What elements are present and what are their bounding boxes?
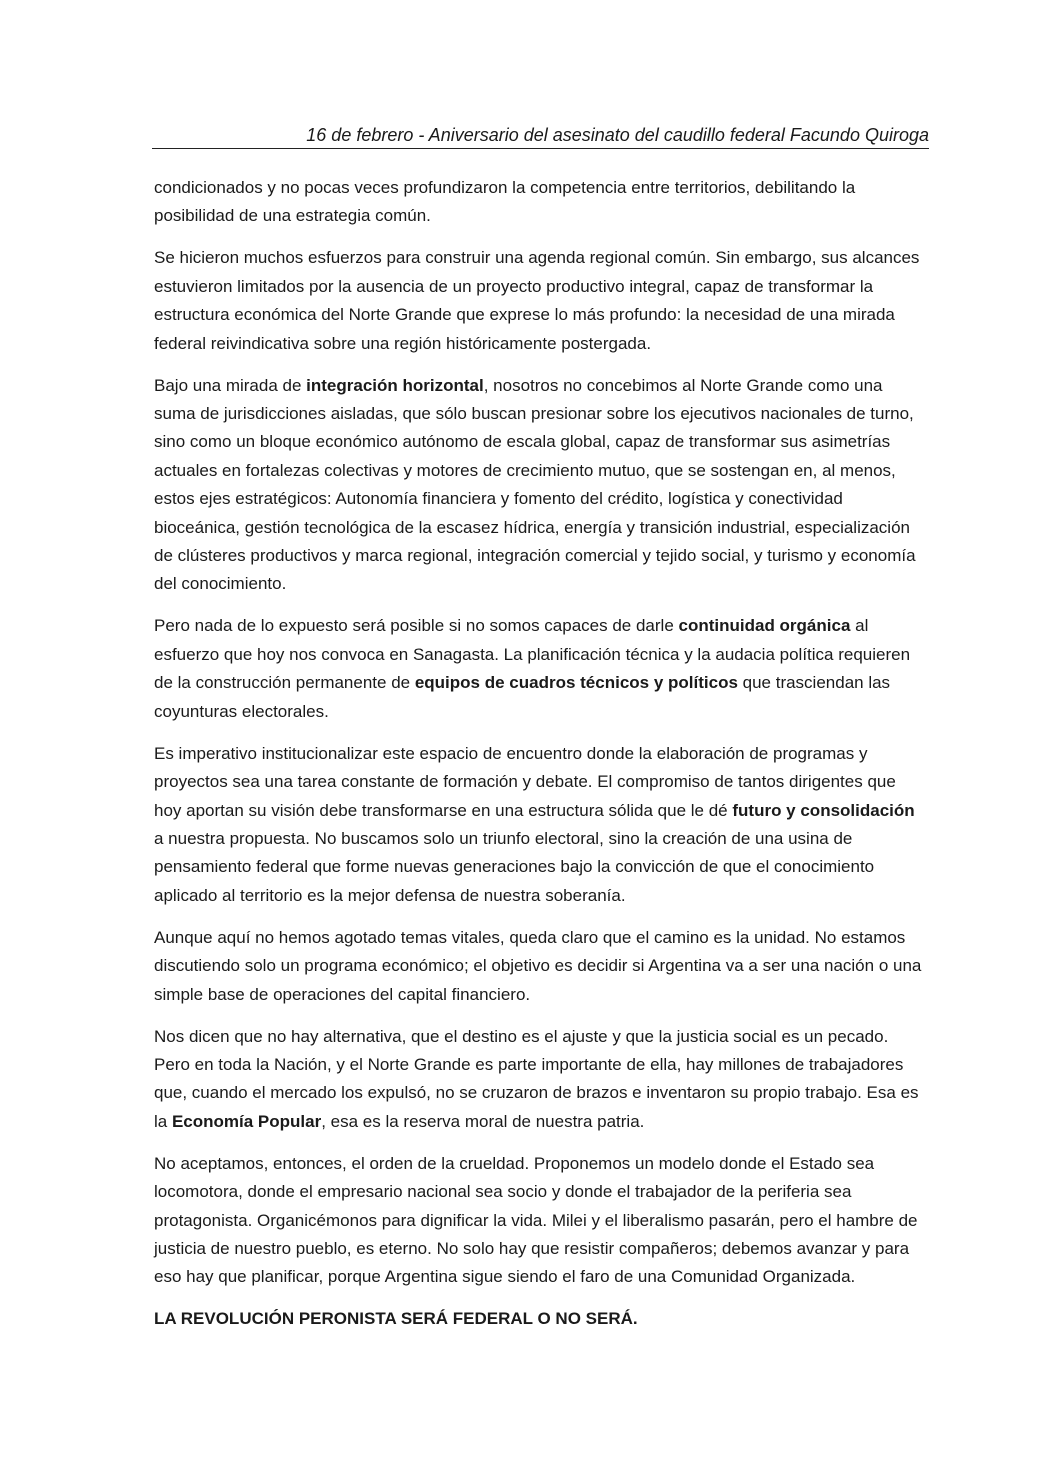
bold-phrase: Economía Popular <box>171 1111 322 1131</box>
bold-phrase: equipos de cuadros técnicos y políticos <box>414 673 738 693</box>
paragraph-4 <box>154 612 924 726</box>
paragraph-text: al esfuerzo que hoy nos convoca en Sanagasta. La planificación técnica y la audacia política requieren de la construcción permanente de <box>154 616 911 693</box>
paragraph-text: Bajo una mirada de <box>154 375 307 395</box>
paragraph-text: Es imperativo institucionalizar este espacio de encuentro donde la elaboración de programas y proyectos sea una tarea constante de formación y debate. El compromiso de tantos dirigentes que hoy aportan su visión debe transformarse en una estructura sólida que le dé <box>154 743 896 820</box>
paragraph-7 <box>154 1023 924 1137</box>
paragraph-8 <box>154 1150 924 1292</box>
paragraph-5 <box>154 740 924 910</box>
paragraph-1 <box>154 174 924 231</box>
bold-phrase: integración horizontal <box>306 375 484 395</box>
closing-slogan: LA REVOLUCIÓN PERONISTA SERÁ FEDERAL O NO SERÁ. <box>154 1309 638 1329</box>
page-header: 16 de febrero - Aniversario del asesinato del caudillo federal Facundo Quiroga <box>306 125 929 145</box>
paragraph-text: No aceptamos, entonces, el orden de la crueldad. Proponemos un modelo donde el Estado sea locomotora, donde el empresario nacional sea socio y donde el trabajador de la periferia sea protagonista. Organicémonos para dignificar la vida. Milei y el liberalismo pasarán, pero el hambre de justicia de nuestro pueblo, es eterno. No solo hay que resistir compañeros; debemos avanzar y para eso hay que planificar, porque Argentina sigue siendo el faro de una Comunidad Organizada. <box>154 1153 918 1287</box>
document-body <box>154 174 924 1347</box>
paragraph-2 <box>154 244 924 358</box>
paragraph-text: , esa es la reserva moral de nuestra patria. <box>321 1111 645 1131</box>
bold-phrase: continuidad orgánica <box>678 616 851 636</box>
paragraph-text: Aunque aquí no hemos agotado temas vitales, queda claro que el camino es la unidad. No estamos discutiendo solo un programa económico; el objetivo es decidir si Argentina va a ser una nación o una simple base de operaciones del capital financiero. <box>154 927 922 1004</box>
paragraph-text: Nos dicen que no hay alternativa, que el destino es el ajuste y que la justicia social es un pecado. Pero en toda la Nación, y el Norte Grande es parte importante de ella, hay millones de trabajadores que, cuando el mercado los expulsó, no se cruzaron de brazos e inventaron su propio trabajo. Esa es la <box>154 1026 919 1131</box>
paragraph-text: Se hicieron muchos esfuerzos para construir una agenda regional común. Sin embargo, sus alcances estuvieron limitados por la ausencia de un proyecto productivo integral, capaz de transformar la estructura económica del Norte Grande que exprese lo más profundo: la necesidad de una mirada federal reivindicativa sobre una región históricamente postergada. <box>154 248 920 353</box>
paragraph-text: , nosotros no concebimos al Norte Grande como una suma de jurisdicciones aisladas, que sólo buscan presionar sobre los ejecutivos nacionales de turno, sino como un bloque económico autónomo de escala global, capaz de transformar sus asimetrías actuales en fortalezas colectivas y motores de crecimiento mutuo, que se sostengan en, al menos, estos ejes estratégicos: Autonomía financiera y fomento del crédito, logística y conectividad bioceánica, gestión tecnológica de la escasez hídrica, energía y transición industrial, especialización de clústeres productivos y marca regional, integración comercial y tejido social, y turismo y economía del conocimiento. <box>154 375 916 594</box>
paragraph-6 <box>154 924 924 1009</box>
paragraph-text: a nuestra propuesta. No buscamos solo un triunfo electoral, sino la creación de una usina de pensamiento federal que forme nuevas generaciones bajo la convicción de que el conocimiento aplicado al territorio es la mejor defensa de nuestra soberanía. <box>154 828 875 905</box>
bold-phrase: futuro y consolidación <box>732 800 915 820</box>
paragraph-text: Pero nada de lo expuesto será posible si no somos capaces de darle <box>154 616 679 636</box>
paragraph-3 <box>154 372 924 599</box>
paragraph-text: que trasciendan las coyunturas electorales. <box>154 673 891 721</box>
header-divider <box>152 148 929 149</box>
paragraph-text: condicionados y no pocas veces profundizaron la competencia entre territorios, debilitando la posibilidad de una estrategia común. <box>154 178 856 226</box>
